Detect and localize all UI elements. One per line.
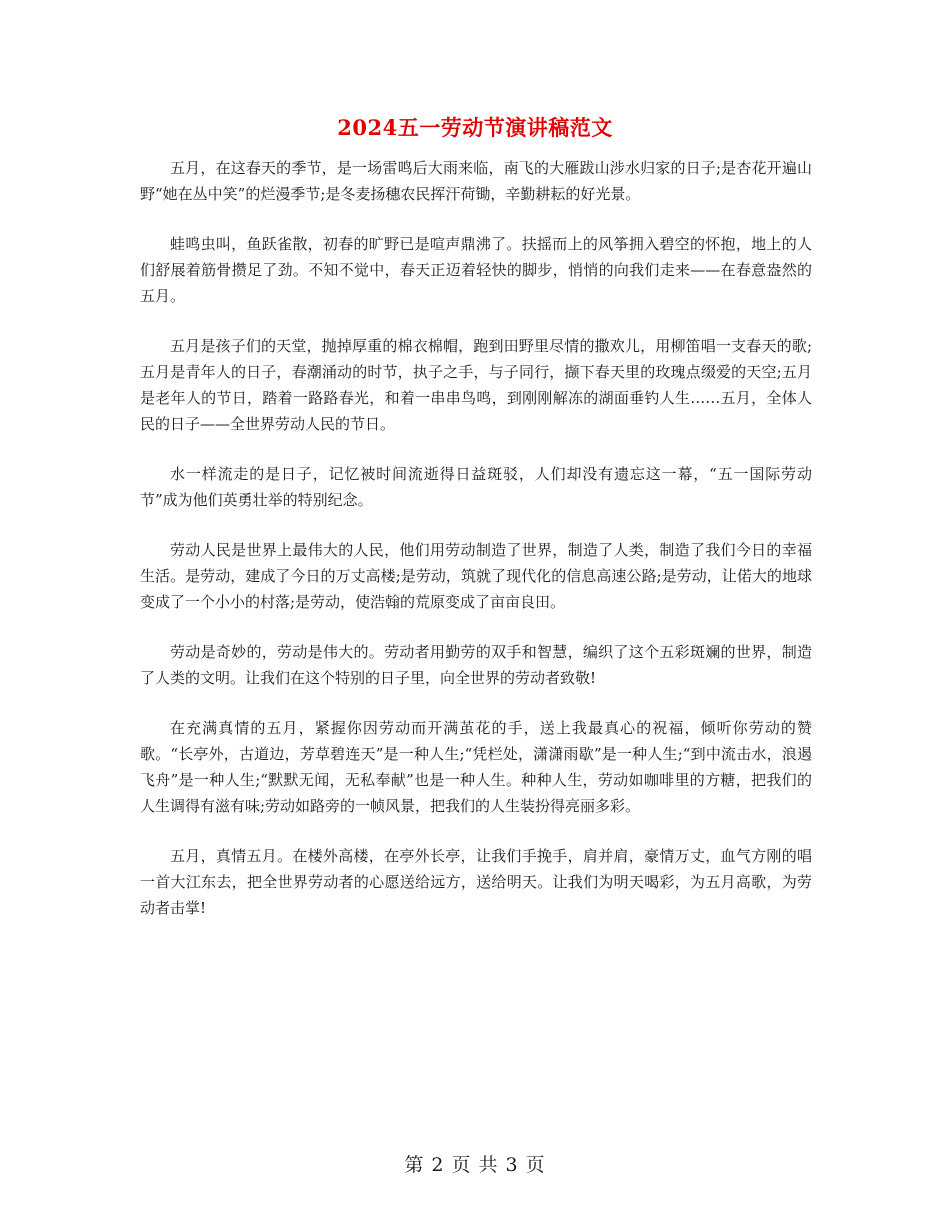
paragraph-7: 在充满真情的五月，紧握你因劳动而开满茧花的手，送上我最真心的祝福，倾听你劳动的赞歌。“长亭外，古道边，芳草碧连天”是一种人生;“凭栏处，潇潇雨歇”是一种人生;“到中流击水，浪遏飞舟”是一种人生;“默默无闻，无私奉献”也是一种人生。种种人生，劳动如咖啡里的方糖，把我们的人生调得有滋有味;劳动如路旁的一帧风景，把我们的人生装扮得亮丽多彩。 [140, 719, 812, 815]
paragraph-6: 劳动是奇妙的，劳动是伟大的。劳动者用勤劳的双手和智慧，编织了这个五彩斑斓的世界，制造了人类的文明。让我们在这个特别的日子里，向全世界的劳动者致敬! [140, 643, 812, 687]
paragraph-4: 水一样流走的是日子，记忆被时间流逝得日益斑驳，人们却没有遗忘这一幕，“五一国际劳动节”成为他们英勇壮举的特别纪念。 [140, 465, 812, 509]
document-title: 2024五一劳动节演讲稿范文 [337, 115, 613, 140]
page-number-footer: 第 2 页 共 3 页 [404, 1154, 546, 1176]
paragraph-8: 五月，真情五月。在楼外高楼，在亭外长亭，让我们手挽手，肩并肩，豪情万丈，血气方刚的唱一首大江东去，把全世界劳动者的心愿送给远方，送给明天。让我们为明天喝彩，为五月高歌，为劳动者击掌! [140, 847, 812, 917]
paragraph-1: 五月，在这春天的季节，是一场雷鸣后大雨来临，南飞的大雁跋山涉水归家的日子;是杏花开遍山野“她在丛中笑”的烂漫季节;是冬麦扬穗农民挥汗荷锄，辛勤耕耘的好光景。 [140, 159, 812, 203]
document-body [140, 155, 812, 945]
paragraph-5: 劳动人民是世界上最伟大的人民，他们用劳动制造了世界，制造了人类，制造了我们今日的幸福生活。是劳动，建成了今日的万丈高楼;是劳动，筑就了现代化的信息高速公路;是劳动，让偌大的地球变成了一个小小的村落;是劳动，使浩翰的荒原变成了亩亩良田。 [140, 541, 812, 611]
paragraph-3: 五月是孩子们的天堂，抛掉厚重的棉衣棉帽，跑到田野里尽情的撒欢儿，用柳笛唱一支春天的歌;五月是青年人的日子，春潮涌动的时节，执子之手，与子同行，撷下春天里的玫瑰点缀爱的天空;五月是老年人的节日，踏着一路路春光，和着一串串鸟鸣，到刚刚解冻的湖面垂钓人生……五月，全体人民的日子——全世界劳动人民的节日。 [140, 337, 812, 433]
paragraph-2: 蛙鸣虫叫，鱼跃雀散，初春的旷野已是喧声鼎沸了。扶摇而上的风筝拥入碧空的怀抱，地上的人们舒展着筋骨攒足了劲。不知不觉中，春天正迈着轻快的脚步，悄悄的向我们走来——在春意盎然的五月。 [140, 235, 812, 305]
